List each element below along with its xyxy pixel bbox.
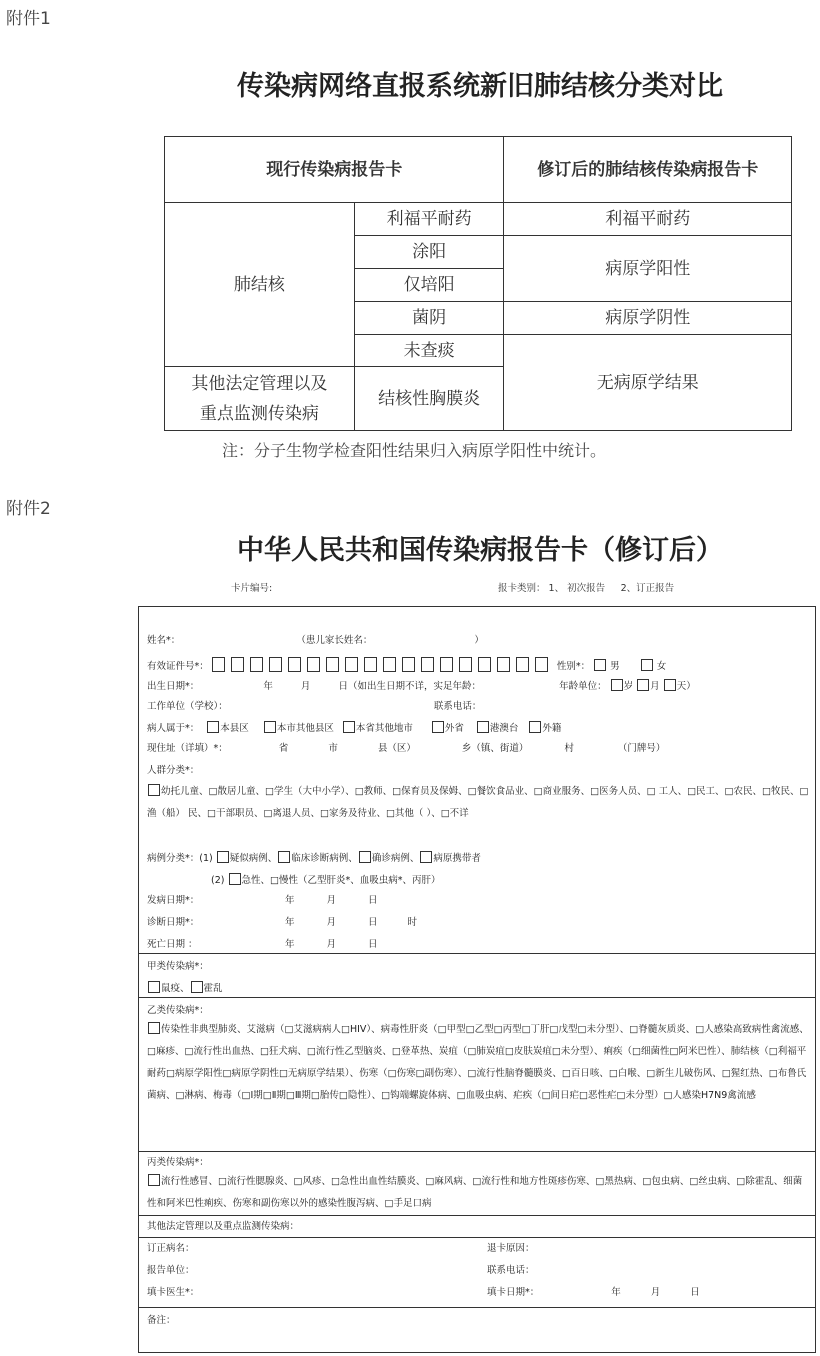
report-type: 报卡类别： 1、 初次报告 2、订正报告: [498, 583, 675, 594]
fill-date-label: 填卡日期*：: [487, 1287, 540, 1298]
row-rifampicin: 利福平耐药: [354, 203, 504, 236]
id-digit-box[interactable]: [231, 657, 244, 672]
sex-label: 性别*：: [556, 661, 591, 672]
address-part: （门牌号）: [617, 743, 666, 754]
age-year: 岁: [623, 681, 634, 692]
id-digit-box[interactable]: [535, 657, 548, 672]
age-month-checkbox[interactable]: [637, 679, 649, 691]
occupation-options[interactable]: 幼托儿童、□散居儿童、□学生（大中小学）、□教师、□保育员及保姆、□餐饮食品业、□商业服务、□医务人员、□ 工人、□民工、□农民、□牧民、□渔（船） 民、□干部职员、□离退人员、□家务及待业、□其他（ ）、□不详: [147, 786, 809, 819]
age-day-checkbox[interactable]: [664, 679, 676, 691]
section-divider: [139, 997, 815, 998]
section-divider: [139, 1237, 815, 1238]
belongs-checkbox[interactable]: [477, 721, 489, 733]
phone-label: 联系电话：: [433, 701, 482, 712]
case-class-2-options[interactable]: 急性、□慢性（乙型肝炎*、血吸虫病*、丙肝）: [241, 875, 441, 886]
guardian-close: ）: [474, 635, 484, 646]
class-c-label: 丙类传染病*：: [147, 1157, 209, 1168]
case-class-label: 病例分类*：(1): [147, 853, 213, 864]
case-class-checkbox[interactable]: [359, 851, 371, 863]
case-class-option: 确诊病例: [371, 853, 410, 864]
death-year: 年: [285, 939, 295, 950]
case-class-checkbox[interactable]: [278, 851, 290, 863]
header-revised-card: 修订后的肺结核传染病报告卡: [504, 137, 792, 203]
separator: 、: [409, 853, 420, 864]
class-c-options[interactable]: 流行性感冒、□流行性腮腺炎、□风疹、□急性出血性结膜炎、□麻风病、□流行性和地方性斑疹伤寒、□黑热病、□包虫病、□丝虫病、□除霍乱、细菌性和阿米巴性痢疾、伤寒和副伤寒以外的感染性腹泻病、□手足口病: [147, 1176, 803, 1209]
age-unit-label: 年龄单位：: [559, 681, 607, 692]
id-digit-box[interactable]: [288, 657, 301, 672]
address-part: 县（区）: [377, 743, 416, 754]
cholera-label: 霍乱: [203, 983, 223, 994]
death-date-label: 死亡日期 ：: [147, 939, 198, 950]
death-day: 日: [368, 939, 378, 950]
death-month: 月: [326, 939, 337, 950]
belongs-option: 本省其他地市: [355, 723, 413, 734]
id-digit-box[interactable]: [516, 657, 529, 672]
separator: 、: [348, 853, 358, 864]
belongs-label: 病人属于*：: [147, 723, 200, 734]
fill-day: 日: [690, 1287, 700, 1298]
result-no-etiology: 无病原学结果: [504, 335, 792, 431]
id-digit-box[interactable]: [478, 657, 491, 672]
doctor-label: 填卡医生*：: [147, 1287, 200, 1298]
report-unit-label: 报告单位：: [147, 1265, 195, 1276]
result-negative: 病原学阴性: [504, 302, 792, 335]
case-class-option: 临床诊断病例: [291, 853, 349, 864]
work-unit-label: 工作单位（学校）：: [147, 701, 228, 712]
table-note: 注：分子生物学检查阳性结果归入病原学阳性中统计。: [222, 441, 607, 460]
report-card: [138, 606, 816, 1353]
remarks-label: 备注：: [147, 1315, 176, 1326]
belongs-option: 本县区: [220, 723, 249, 734]
dob-month: 月: [300, 681, 311, 692]
separator: 、: [267, 853, 278, 864]
diag-hour: 时: [407, 917, 418, 928]
attachment2-title: 中华人民共和国传染病报告卡（修订后）: [237, 535, 723, 566]
id-digit-box[interactable]: [307, 657, 320, 672]
class-b-label: 乙类传染病*：: [147, 1005, 209, 1016]
fill-month: 月: [650, 1287, 661, 1298]
address-part: 省: [278, 743, 289, 754]
group-tuberculosis: 肺结核: [165, 203, 355, 367]
guardian-label: （患儿家长姓名：: [296, 635, 373, 646]
other-diseases-label: 其他法定管理以及重点监测传染病：: [147, 1221, 300, 1232]
belongs-checkbox[interactable]: [343, 721, 355, 733]
plague-label: 鼠疫、: [161, 983, 190, 994]
id-digit-box[interactable]: [326, 657, 339, 672]
header-current-card: 现行传染病报告卡: [165, 137, 504, 203]
belongs-checkbox[interactable]: [529, 721, 541, 733]
address-label: 现住址（详填）*：: [147, 743, 228, 754]
id-digit-box[interactable]: [269, 657, 282, 672]
id-digit-box[interactable]: [459, 657, 472, 672]
id-digit-box[interactable]: [345, 657, 358, 672]
cholera-checkbox[interactable]: [191, 981, 203, 993]
address-line: [147, 743, 809, 755]
belongs-checkbox[interactable]: [207, 721, 219, 733]
row-pleurisy: 结核性胸膜炎: [354, 367, 504, 431]
section-divider: [139, 1215, 815, 1216]
class-a-label: 甲类传染病*：: [147, 961, 209, 972]
id-digit-box[interactable]: [364, 657, 377, 672]
class-b-options[interactable]: 传染性非典型肺炎、艾滋病（□艾滋病病人□HIV）、病毒性肝炎（□甲型□乙型□丙型□丁肝□戊型□未分型）、□脊髓灰质炎、□人感染高致病性禽流感、□麻疹、□流行性出血热、□狂犬病、□流行性乙型脑炎、□登革热、炭疽（□肺炭疽□皮肤炭疽□未分型）、痢疾（□细菌性□阿米巴性）、肺结核（□利福平耐药□病原学阳性□病原学阴性□无病原学结果）、伤寒（□伤寒□副伤寒）、□流行性脑脊髓膜炎、□百日咳、□白喉、□新生儿破伤风、□猩红热、□布鲁氏菌病、□淋病、梅毒（□Ⅰ期□Ⅱ期□Ⅲ期□胎传□隐性）、□钩端螺旋体病、□血吸虫病、疟疾（□间日疟□恶性疟□未分型）□人感染H7N9禽流感: [147, 1024, 809, 1101]
result-positive: 病原学阳性: [504, 236, 792, 302]
attachment2-label: 附件2: [6, 499, 51, 519]
case-class-option: 疑似病例: [229, 853, 268, 864]
female-label: 女: [656, 661, 667, 672]
id-digit-box[interactable]: [212, 657, 225, 672]
address-part: 村: [564, 743, 574, 754]
male-checkbox[interactable]: [594, 659, 606, 671]
onset-year: 年: [285, 895, 295, 906]
id-label: 有效证件号*：: [147, 661, 209, 672]
belongs-option: 外籍: [542, 723, 562, 734]
belongs-option: 本市其他县区: [276, 723, 334, 734]
corrected-name-label: 订正病名：: [147, 1243, 195, 1254]
id-digit-box[interactable]: [440, 657, 453, 672]
card-number-label: 卡片编号:: [231, 583, 273, 594]
comparison-table: [164, 136, 792, 431]
attachment1-label: 附件1: [6, 9, 51, 29]
occupation-checkbox[interactable]: [148, 784, 160, 796]
case-class-checkbox[interactable]: [420, 851, 432, 863]
row-culture-positive: 仅培阳: [354, 269, 504, 302]
id-number-boxes[interactable]: [212, 661, 554, 672]
onset-date-label: 发病日期*：: [147, 895, 200, 906]
occupation-label: 人群分类*：: [147, 765, 200, 776]
dob-label: 出生日期*：: [147, 681, 200, 692]
section-divider: [139, 1151, 815, 1152]
fill-year: 年: [611, 1287, 621, 1298]
result-rifampicin: 利福平耐药: [504, 203, 792, 236]
address-part: 市: [328, 743, 338, 754]
group-other-diseases: 其他法定管理以及重点监测传染病: [165, 367, 355, 431]
return-reason-label: 退卡原因：: [487, 1243, 535, 1254]
diag-day: 日: [368, 917, 378, 928]
case-class-option: 病原携带者: [433, 853, 481, 864]
dob-day: 日（如出生日期不详，实足年龄：: [338, 681, 481, 692]
id-digit-box[interactable]: [383, 657, 396, 672]
sars-checkbox[interactable]: [148, 1022, 160, 1034]
female-checkbox[interactable]: [641, 659, 653, 671]
male-label: 男: [610, 661, 620, 672]
contact-phone-label: 联系电话：: [487, 1265, 535, 1276]
diag-month: 月: [326, 917, 337, 928]
age-year-checkbox[interactable]: [611, 679, 623, 691]
case-class-2-prefix: (2): [211, 875, 225, 886]
id-digit-box[interactable]: [402, 657, 415, 672]
row-negative: 菌阴: [354, 302, 504, 335]
onset-day: 日: [368, 895, 378, 906]
diagnosis-date-label: 诊断日期*：: [147, 917, 200, 928]
onset-month: 月: [326, 895, 337, 906]
row-smear-positive: 涂阳: [354, 236, 504, 269]
name-label: 姓名*：: [147, 635, 181, 646]
belongs-option: 港澳台: [489, 723, 519, 734]
dob-year: 年: [263, 681, 273, 692]
attachment1-title: 传染病网络直报系统新旧肺结核分类对比: [237, 71, 723, 102]
acute-checkbox[interactable]: [229, 873, 241, 885]
patient-belongs: [147, 721, 809, 735]
address-part: 乡（镇、街道）: [461, 743, 529, 754]
case-class-checkbox[interactable]: [217, 851, 229, 863]
belongs-checkbox[interactable]: [264, 721, 276, 733]
age-day: 天）: [676, 681, 696, 692]
age-month: 月: [650, 681, 660, 692]
case-class-1: [147, 851, 809, 865]
id-digit-box[interactable]: [421, 657, 434, 672]
plague-checkbox[interactable]: [148, 981, 160, 993]
row-not-tested: 未查痰: [354, 335, 504, 367]
influenza-checkbox[interactable]: [148, 1174, 160, 1186]
id-digit-box[interactable]: [250, 657, 263, 672]
section-divider: [139, 953, 815, 954]
id-digit-box[interactable]: [497, 657, 510, 672]
belongs-option: 外省: [444, 723, 464, 734]
section-divider: [139, 1307, 815, 1308]
belongs-checkbox[interactable]: [432, 721, 444, 733]
diag-year: 年: [285, 917, 295, 928]
